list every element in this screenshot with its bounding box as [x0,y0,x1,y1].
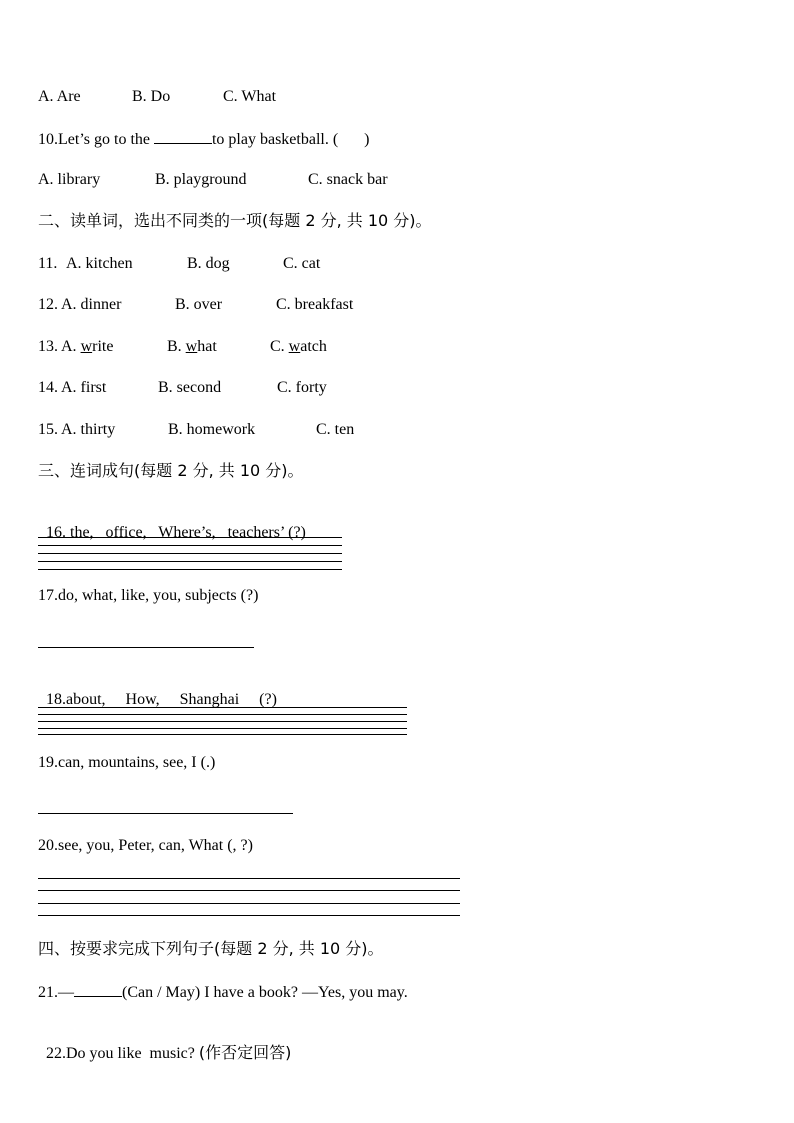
writing-line[interactable] [38,647,254,648]
question-19 [38,753,215,773]
question-text: (Can / May) I have a book? —Yes, you may. [122,984,408,1001]
q9-option-a: A. Are [38,88,81,105]
question-22 [38,1023,291,1064]
q12-option-a: A. dinner [61,296,122,313]
writing-line[interactable] [38,728,407,729]
question-15 [38,420,354,440]
question-number: 20. [38,837,58,854]
q15-option-b: B. homework [168,421,256,438]
question-number: 13. [38,338,58,355]
question-number: 22. [46,1045,66,1062]
writing-line[interactable] [38,707,407,708]
writing-line[interactable] [38,734,407,735]
q11-option-a: A. kitchen [66,255,133,272]
question-paren-close: ) [364,131,370,148]
writing-line[interactable] [38,878,460,879]
q15-option-c: C. ten [316,421,355,438]
q13-option-c: C. watch [270,338,327,355]
writing-line[interactable] [38,714,407,715]
question-dash: — [58,984,74,1001]
question-number: 14. [38,379,58,396]
question-words: do, what, like, you, subjects (?) [58,587,259,604]
answer-blank[interactable] [154,129,212,144]
question-number: 16. [46,524,66,541]
writing-line[interactable] [38,721,407,722]
question-number: 10. [38,131,58,148]
underlined-letter: w [80,338,93,355]
q12-option-c: C. breakfast [276,296,354,313]
q10-option-a: A. library [38,171,101,188]
question-number: 12. [38,296,58,313]
question-number: 17. [38,587,58,604]
writing-line[interactable] [38,890,460,891]
underlined-letter: w [288,338,301,355]
section-4-title: 四、按要求完成下列句子(每题 2 分, 共 10 分)。 [38,939,384,958]
writing-line[interactable] [38,537,342,538]
question-10 [38,129,370,150]
question-number: 19. [38,754,58,771]
q11-option-b: B. dog [187,255,230,272]
question-number: 15. [38,421,58,438]
writing-line[interactable] [38,569,342,570]
q11-option-c: C. cat [283,255,321,272]
question-12 [38,295,353,315]
question-17 [38,586,258,606]
q10-option-b: B. playground [155,171,247,188]
q9-option-b: B. Do [132,88,171,105]
question-18 [38,670,277,710]
question-words: the, office, Where’s, teachers’ (?) [66,524,306,541]
question-text-before: Let’s go to the [58,131,150,148]
question-21 [38,982,408,1003]
writing-line[interactable] [38,813,293,814]
q14-option-a: A. first [61,379,107,396]
question-13 [38,337,327,357]
question-20 [38,836,253,856]
question-text: Do you like music? [66,1045,199,1062]
answer-blank[interactable] [74,982,122,997]
question-text-after: to play basketball. ( [211,131,339,148]
writing-line[interactable] [38,915,460,916]
q14-option-c: C. forty [277,379,327,396]
question-words: about, How, Shanghai (?) [66,691,277,708]
question-words: see, you, Peter, can, What (, ?) [58,837,253,854]
q9-option-c: C. What [223,88,277,105]
q10-options [38,170,388,190]
question-instruction: (作否定回答) [198,1043,292,1062]
question-number: 21. [38,984,58,1001]
q10-option-c: C. snack bar [308,171,388,188]
section-2-title: 二、读单词，选出不同类的一项(每题 2 分, 共 10 分)。 [38,211,432,230]
question-number: 18. [46,691,66,708]
writing-line[interactable] [38,553,342,554]
writing-line[interactable] [38,545,342,546]
q14-option-b: B. second [158,379,222,396]
q9-options [38,87,276,107]
question-11 [38,254,320,274]
q13-option-b: B. what [167,338,217,355]
question-words: can, mountains, see, I (.) [58,754,216,771]
section-3-title: 三、连词成句(每题 2 分, 共 10 分)。 [38,461,304,480]
question-number: 11. [38,255,58,272]
writing-line[interactable] [38,903,460,904]
question-14 [38,378,327,398]
q15-option-a: A. thirty [61,421,116,438]
writing-line[interactable] [38,561,342,562]
q12-option-b: B. over [175,296,223,313]
underlined-letter: w [185,338,198,355]
q13-option-a: A. write [61,338,114,355]
